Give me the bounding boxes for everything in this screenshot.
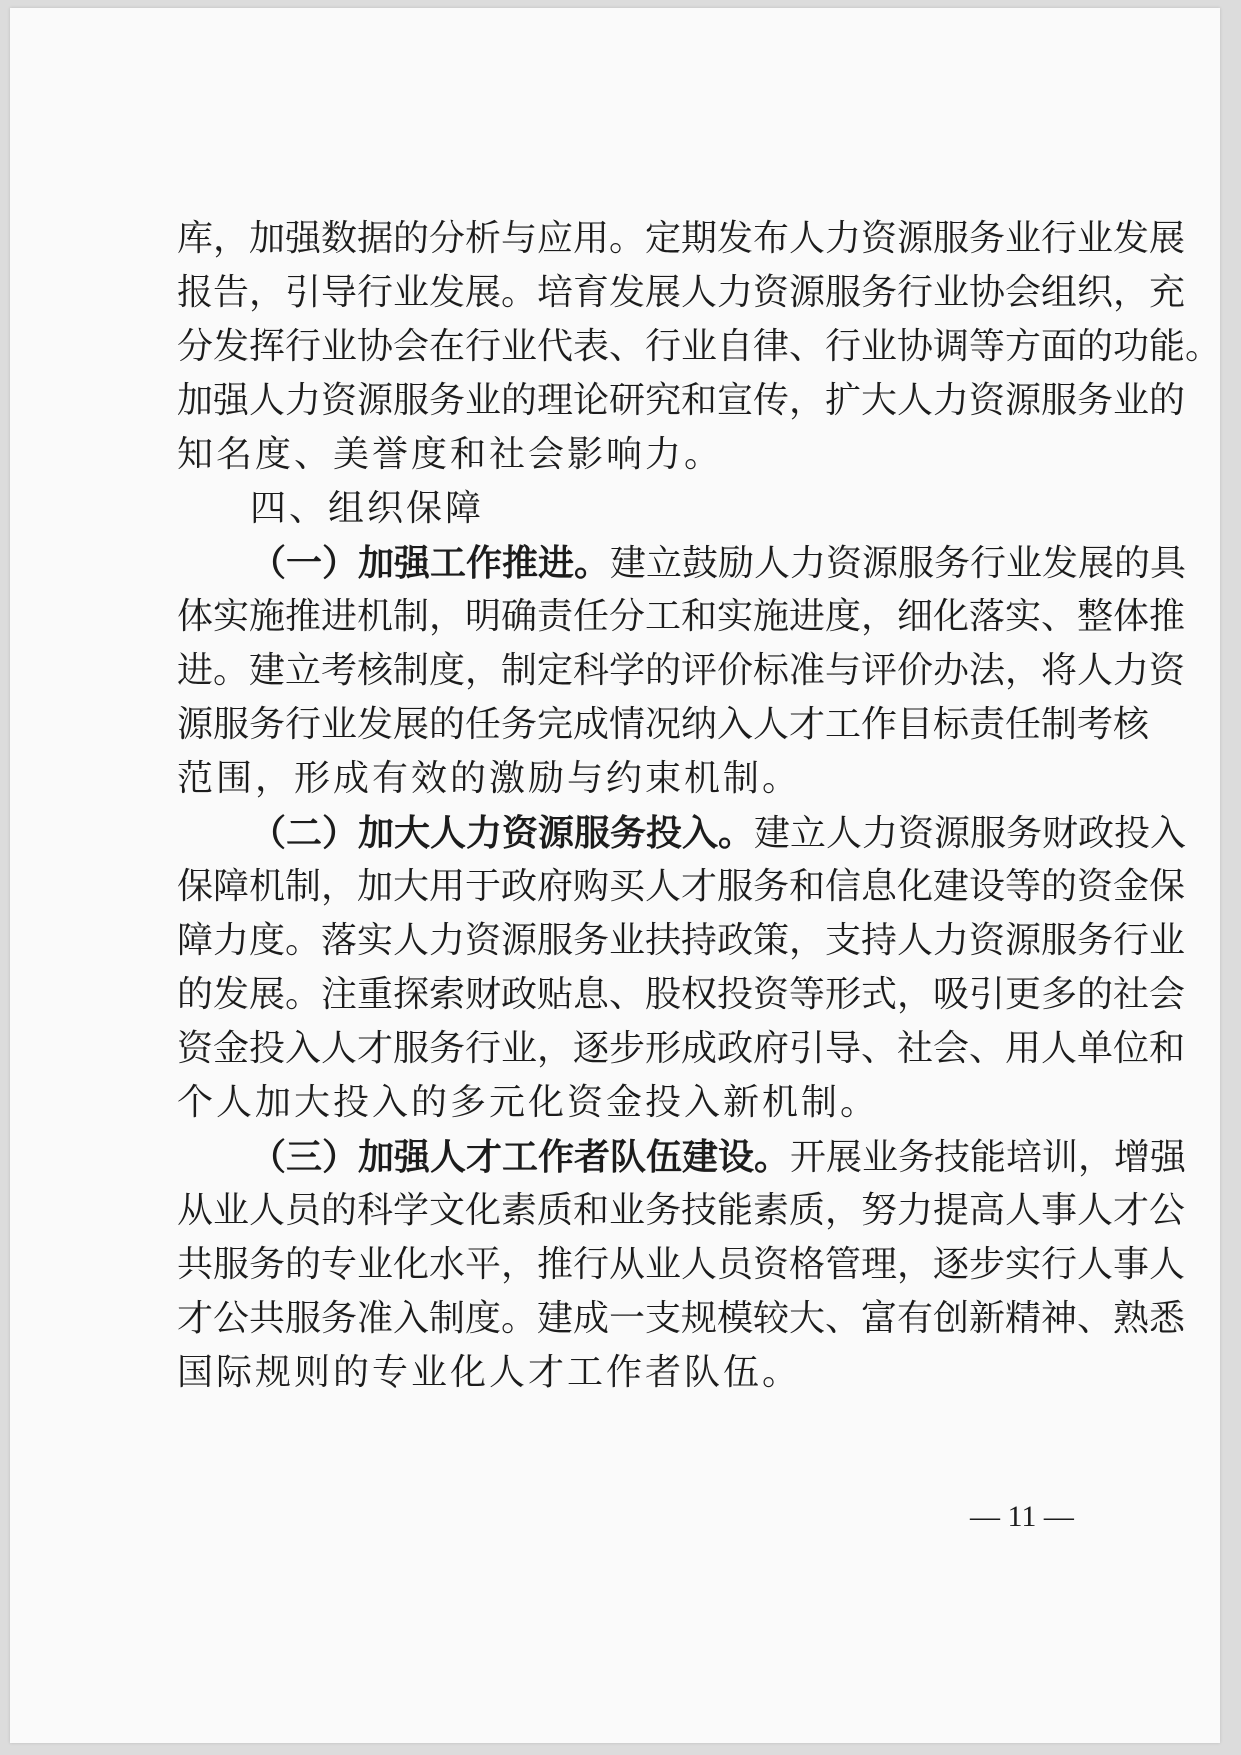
paragraph-title: （三）加强人才工作者队伍建设。	[250, 1136, 791, 1178]
section-heading: 四、组织保障	[250, 488, 485, 529]
text-line: 加强人力资源服务业的理论研究和宣传，扩大人力资源服务业的	[177, 380, 1186, 421]
text-line: 的发展。注重探索财政贴息、股权投资等形式，吸引更多的社会	[177, 974, 1186, 1015]
text-line: 范围，形成有效的激励与约束机制。	[177, 758, 802, 799]
text-line: 才公共服务准入制度。建成一支规模较大、富有创新精神、熟悉	[177, 1298, 1186, 1339]
text-line: 个人加大投入的多元化资金投入新机制。	[177, 1082, 880, 1123]
paragraph-title: （一）加强工作推进。	[250, 542, 611, 584]
text-line: 障力度。落实人力资源服务业扶持政策，支持人力资源服务行业	[177, 920, 1186, 961]
paragraph-first-line	[250, 535, 1187, 591]
document-page	[10, 8, 1220, 1743]
text-line: 分发挥行业协会在行业代表、行业自律、行业协调等方面的功能。	[177, 326, 1222, 367]
text-line: 从业人员的科学文化素质和业务技能素质，努力提高人事人才公	[177, 1190, 1186, 1231]
paragraph-first-line	[250, 805, 1187, 861]
text-line: 源服务行业发展的任务完成情况纳入人才工作目标责任制考核	[177, 704, 1150, 745]
text-line: 进。建立考核制度，制定科学的评价标准与评价办法，将人力资	[177, 650, 1186, 691]
text-line: 报告，引导行业发展。培育发展人力资源服务行业协会组织，充	[177, 272, 1186, 313]
text-line: 保障机制，加大用于政府购买人才服务和信息化建设等的资金保	[177, 866, 1186, 907]
paragraph-text: 建立鼓励人力资源服务行业发展的具	[610, 543, 1187, 584]
text-line: 资金投入人才服务行业，逐步形成政府引导、社会、用人单位和	[177, 1028, 1186, 1069]
text-line: 国际规则的专业化人才工作者队伍。	[177, 1352, 802, 1393]
page-number: — 11 —	[970, 1500, 1074, 1533]
text-line: 体实施推进机制，明确责任分工和实施进度，细化落实、整体推	[177, 596, 1186, 637]
paragraph-text: 建立人力资源服务财政投入	[754, 813, 1187, 854]
paragraph-first-line	[250, 1129, 1187, 1185]
text-line: 知名度、美誉度和社会影响力。	[177, 434, 724, 475]
text-line: 共服务的专业化水平，推行从业人员资格管理，逐步实行人事人	[177, 1244, 1186, 1285]
paragraph-text: 开展业务技能培训，增强	[790, 1137, 1187, 1178]
text-line: 库，加强数据的分析与应用。定期发布人力资源服务业行业发展	[177, 218, 1186, 259]
paragraph-title: （二）加大人力资源服务投入。	[250, 812, 755, 854]
